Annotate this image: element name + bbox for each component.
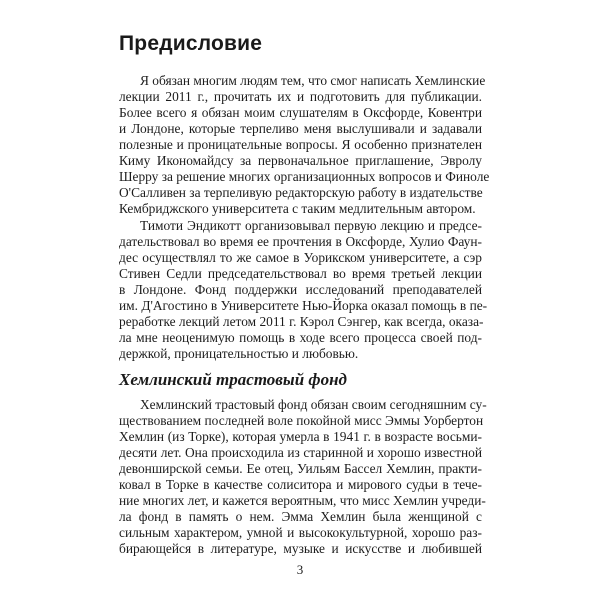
preface-p2-line: реработке лекций летом 2011 г. Кэрол Сэнгер, как всегда, оказа- [119, 314, 484, 329]
preface-p2-line: в Лондоне. Фонд поддержки исследований преподавателей [119, 282, 482, 297]
trust-p1-line: Хемлин (из Торке), которая умерла в 1941 г. в возрасте восьми- [119, 429, 482, 444]
trust-p1-line: ществованием последней воле покойной мисс Эммы Уорбертон [119, 413, 484, 428]
preface-p1-line: лекции 2011 г., прочитать их и подготовить для публикации. [119, 89, 482, 104]
preface-p2-line: ла мне неоценимую помощь в ходе всего процесса своей под- [119, 330, 482, 345]
preface-p1-line: полезные и проницательные вопросы. Я особенно признателен [119, 137, 482, 152]
preface-p1-line: Более всего я обязан моим слушателям в Оксфорде, Ковентри [119, 105, 482, 120]
preface-p2-line: Тимоти Эндикотт организовывал первую лекцию и предсе- [140, 218, 482, 233]
page-number: 3 [296, 562, 304, 577]
preface-p1-line: Шерру за решение многих организационных вопросов и Финоле [119, 169, 490, 184]
trust-p1-line: ковал в Торке в качестве солиситора и мирового судьи в тече- [119, 477, 482, 492]
preface-p1-line: и Лондоне, которые терпеливо меня выслушивали и задавали [119, 121, 482, 136]
trust-heading: Хемлинский трастовый фонд [119, 370, 347, 389]
preface-p2-line: держкой, проницательностью и любовью. [119, 346, 359, 361]
trust-p1-line: бирающейся в литературе, музыке и искусстве и любившей [119, 541, 482, 556]
preface-p1-line: О'Салливен за терпеливую редакторскую работу в издательстве [119, 185, 483, 200]
trust-p1-line: десяти лет. Она происходила из старинной и хорошо известной [119, 445, 482, 460]
preface-heading: Предисловие [119, 32, 263, 55]
trust-p1-line: девонширской семьи. Ее отец, Уильям Бассел Хемлин, практи- [119, 461, 482, 476]
preface-p2-line: им. Д'Агостино в Университете Нью-Йорка оказал помощь в пе- [119, 298, 488, 313]
trust-p1-line: Хемлинский трастовый фонд обязан своим сегодняшним су- [140, 397, 487, 412]
preface-p1-line: Я обязан многим людям тем, что смог написать Хемлинские [140, 73, 486, 88]
preface-p1-line: Киму Икономайдсу за первоначальное приглашение, Эвролу [119, 153, 482, 168]
trust-p1-line: ние многих лет, и кажется вероятным, что мисс Хемлин учреди- [119, 493, 486, 508]
preface-p2-line: дес осуществлял то же самое в Уорикском университете, а сэр [119, 250, 482, 265]
preface-p2-line: Стивен Седли председательствовал во время третьей лекции [119, 266, 482, 281]
preface-p1-line: Кембриджского университета с таким медлительным автором. [119, 201, 476, 216]
trust-p1-line: сильным характером, умной и высококультурной, хорошо раз- [119, 525, 482, 540]
preface-p2-line: дательствовал во время ее прочтения в Оксфорде, Хулио Фаун- [119, 234, 482, 249]
trust-p1-line: ла фонд в память о нем. Эмма Хемлин была женщиной с [119, 509, 482, 524]
